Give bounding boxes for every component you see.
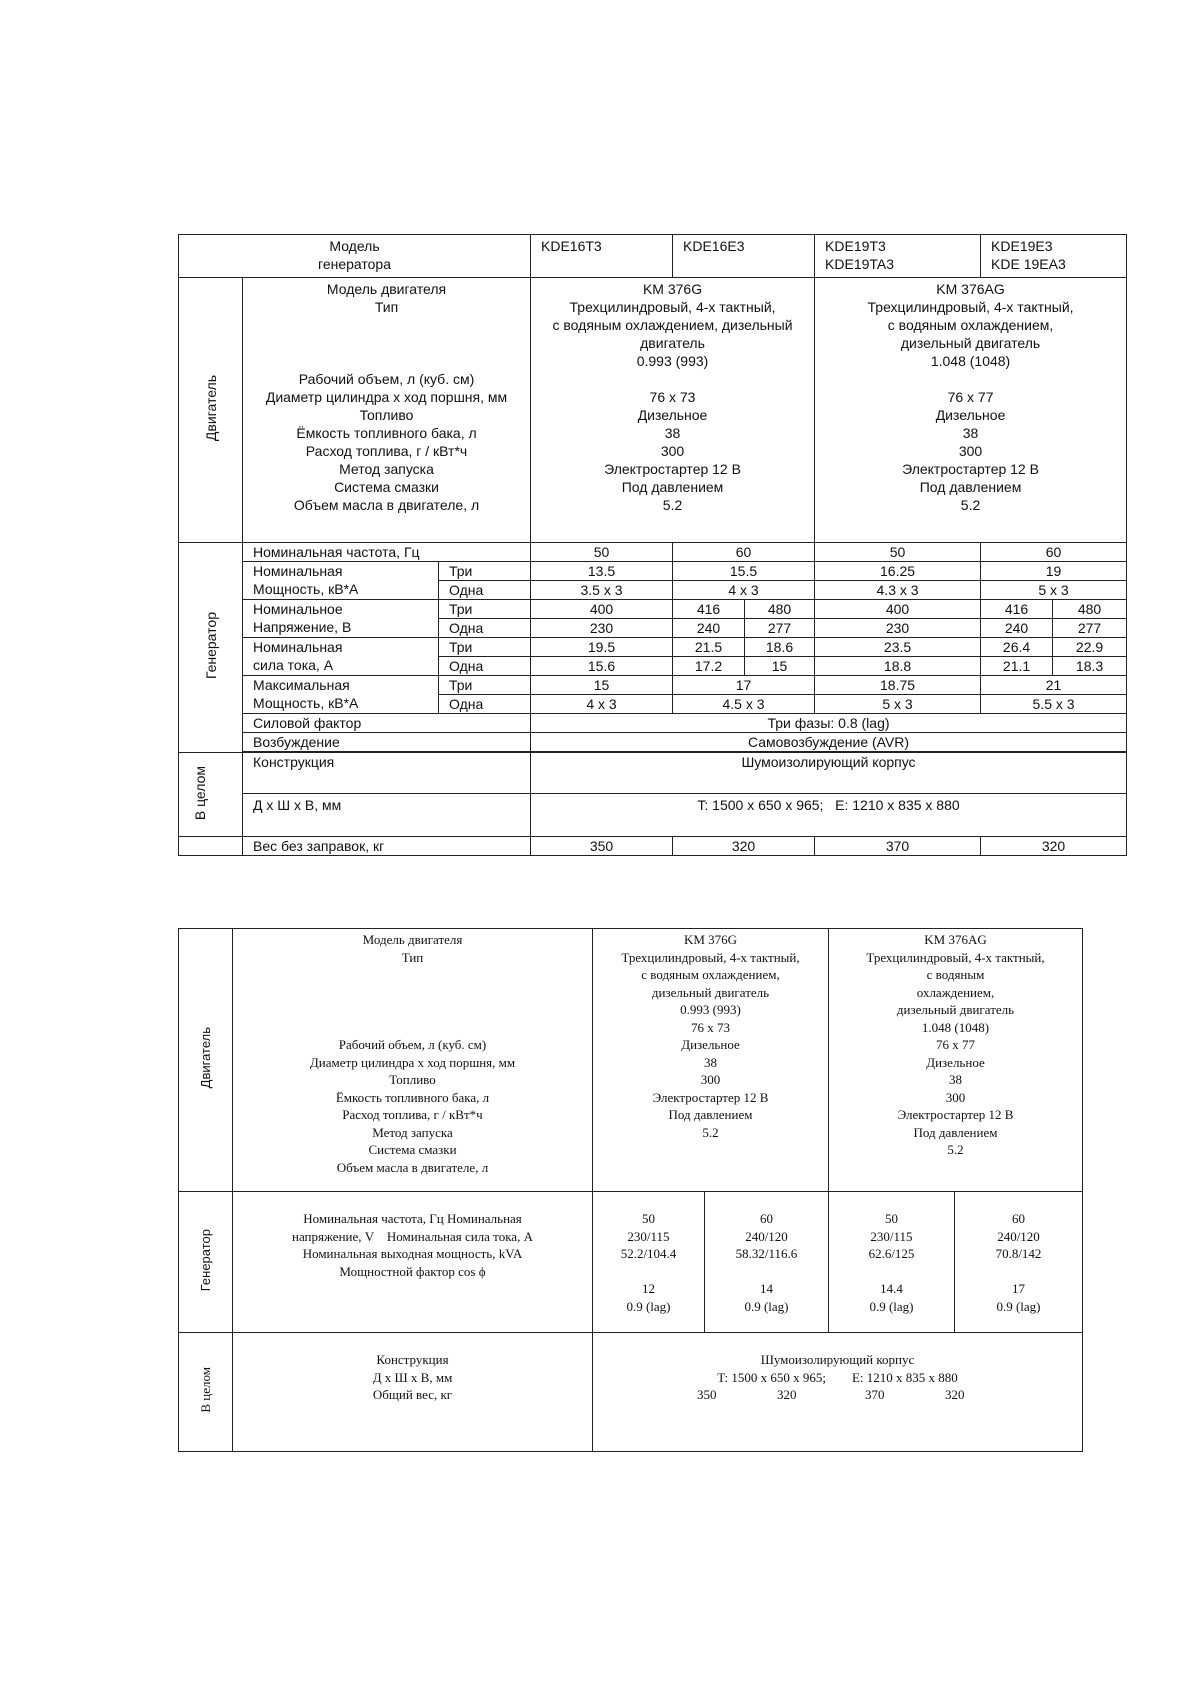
weight-value: 370	[815, 837, 981, 856]
phase-three-label: Три	[439, 600, 531, 619]
max-power-value: 4.5 x 3	[673, 695, 815, 714]
max-power-value: 21	[981, 676, 1127, 695]
voltage-value: 400	[531, 600, 673, 619]
voltage-label: Номинальное Напряжение, В	[243, 600, 439, 638]
construction-value: Шумоизолирующий корпус	[531, 753, 1127, 794]
power-value: 16.25	[815, 562, 981, 581]
current-value: 21.1	[981, 657, 1053, 676]
t2-generator-labels: Номинальная частота, Гц Номинальная напряжение, V Номинальная сила тока, А Номинальная выходная мощность, kVA Мощностной фактор cos ϕ	[233, 1192, 593, 1333]
freq-value: 50	[531, 543, 673, 562]
dims-value: T: 1500 x 650 x 965; E: 1210 x 835 x 880	[531, 794, 1127, 837]
current-value: 17.2	[673, 657, 745, 676]
weight-value: 320	[981, 837, 1127, 856]
freq-value: 60	[673, 543, 815, 562]
max-power-value: 17	[673, 676, 815, 695]
max-three-row	[179, 676, 1127, 695]
current-value: 15	[745, 657, 815, 676]
current-three-row	[179, 638, 1127, 657]
power-factor-value: Три фазы: 0.8 (lag)	[531, 714, 1127, 733]
power-value: 4 x 3	[673, 581, 815, 600]
power-value: 13.5	[531, 562, 673, 581]
weight-value: 320	[673, 837, 815, 856]
overall-section-label: В целом	[179, 753, 243, 837]
phase-one-label: Одна	[439, 657, 531, 676]
power-value: 19	[981, 562, 1127, 581]
engine-section-label: Двигатель	[179, 278, 243, 543]
t2-engine-section-label: Двигатель	[179, 929, 233, 1192]
engine-km376g: KM 376G Трехцилиндровый, 4-х тактный, с водяным охлаждением, дизельный двигатель 0.993 (993) 76 x 73 Дизельное 38 300 Электростартер 12 В Под давлением 5.2	[531, 278, 815, 543]
weight-value: 350	[531, 837, 673, 856]
construction-label: Конструкция	[243, 753, 531, 794]
t2-gen-col-2: 60 240/120 58.32/116.6 14 0.9 (lag)	[705, 1192, 829, 1333]
t2-weights: 350 320 370 320	[697, 1387, 965, 1402]
t2-engine-km376ag: KM 376AG Трехцилиндровый, 4-х тактный, с водяным охлаждением, дизельный двигатель 1.048 (1048) 76 x 77 Дизельное 38 300 Электростартер 12 В Под давлением 5.2	[829, 929, 1083, 1192]
engine-km376ag: KM 376AG Трехцилиндровый, 4-х тактный, с водяным охлаждением, дизельный двигатель 1.048 (1048) 76 x 77 Дизельное 38 300 Электростартер 12 В Под давлением 5.2	[815, 278, 1127, 543]
current-value: 18.3	[1053, 657, 1127, 676]
engine-labels: Модель двигателя Тип Рабочий объем, л (куб. см) Диаметр цилиндра х ход поршня, мм Топливо Ёмкость топливного бака, л Расход топлива, г / кВт*ч Метод запуска Система смазки Объем масла в двигателе, л	[243, 278, 531, 543]
generator-section-label: Генератор	[179, 543, 243, 753]
t2-engine-km376g: KM 376G Трехцилиндровый, 4-х тактный, с водяным охлаждением, дизельный двигатель 0.993 (993) 76 x 73 Дизельное 38 300 Электростартер 12 В Под давлением 5.2	[593, 929, 829, 1192]
t2-overall-labels: Конструкция Д x Ш x В, мм Общий вес, кг	[233, 1333, 593, 1452]
current-label: Номинальная сила тока, А	[243, 638, 439, 676]
voltage-three-row	[179, 600, 1127, 619]
t2-generator-row	[179, 1192, 1083, 1333]
phase-one-label: Одна	[439, 695, 531, 714]
excitation-row	[179, 733, 1127, 752]
model-header-row	[179, 235, 1127, 278]
model-header-cell: Модель генератора	[179, 235, 531, 278]
power-value: 4.3 x 3	[815, 581, 981, 600]
construction-row	[179, 753, 1127, 794]
dims-label: Д x Ш x В, мм	[243, 794, 531, 837]
max-power-value: 5.5 x 3	[981, 695, 1127, 714]
power-label: Номинальная Мощность, кВ*А	[243, 562, 439, 600]
spec-table-2	[178, 928, 1083, 1452]
voltage-value: 277	[1053, 619, 1127, 638]
max-power-value: 4 x 3	[531, 695, 673, 714]
phase-three-label: Три	[439, 638, 531, 657]
t2-gen-col-3: 50 230/115 62.6/125 14.4 0.9 (lag)	[829, 1192, 955, 1333]
voltage-value: 480	[745, 600, 815, 619]
model-kde19e3: KDE19E3 KDE 19EA3	[981, 235, 1127, 278]
power-value: 3.5 x 3	[531, 581, 673, 600]
freq-value: 50	[815, 543, 981, 562]
engine-row	[179, 278, 1127, 543]
spec-table-1	[178, 234, 1127, 856]
model-kde16e3: KDE16E3	[673, 235, 815, 278]
excitation-value: Самовозбуждение (AVR)	[531, 733, 1127, 752]
freq-value: 60	[981, 543, 1127, 562]
max-power-label: Максимальная Мощность, кВ*А	[243, 676, 439, 714]
max-power-value: 18.75	[815, 676, 981, 695]
power-factor-label: Силовой фактор	[243, 714, 531, 733]
max-power-value: 5 x 3	[815, 695, 981, 714]
model-kde16t3: KDE16T3	[531, 235, 673, 278]
dims-row	[179, 794, 1127, 837]
voltage-value: 240	[981, 619, 1053, 638]
current-value: 18.6	[745, 638, 815, 657]
t2-generator-section-label: Генератор	[179, 1192, 233, 1333]
voltage-value: 400	[815, 600, 981, 619]
current-value: 22.9	[1053, 638, 1127, 657]
power-value: 5 x 3	[981, 581, 1127, 600]
voltage-value: 277	[745, 619, 815, 638]
power-three-row	[179, 562, 1127, 581]
phase-three-label: Три	[439, 562, 531, 581]
voltage-value: 416	[981, 600, 1053, 619]
voltage-value: 230	[815, 619, 981, 638]
power-value: 15.5	[673, 562, 815, 581]
voltage-value: 480	[1053, 600, 1127, 619]
t2-engine-labels: Модель двигателя Тип Рабочий объем, л (куб. см) Диаметр цилиндра х ход поршня, мм Топливо Ёмкость топливного бака, л Расход топлива, г / кВт*ч Метод запуска Система смазки Объем масла в двигателе, л	[233, 929, 593, 1192]
voltage-value: 240	[673, 619, 745, 638]
power-factor-row	[179, 714, 1127, 733]
current-value: 23.5	[815, 638, 981, 657]
t2-gen-col-4: 60 240/120 70.8/142 17 0.9 (lag)	[955, 1192, 1083, 1333]
t2-overall-section-label: В целом	[179, 1333, 233, 1452]
current-value: 19.5	[531, 638, 673, 657]
phase-three-label: Три	[439, 676, 531, 695]
weight-row	[179, 837, 1127, 856]
t2-overall-values: Шумоизолирующий корпус T: 1500 x 650 x 965; E: 1210 x 835 x 880 350 320 370 320	[593, 1333, 1083, 1452]
current-value: 21.5	[673, 638, 745, 657]
phase-one-label: Одна	[439, 581, 531, 600]
freq-row	[179, 543, 1127, 562]
t2-overall-row	[179, 1333, 1083, 1452]
voltage-value: 416	[673, 600, 745, 619]
excitation-label: Возбуждение	[243, 733, 531, 752]
voltage-value: 230	[531, 619, 673, 638]
model-kde19t3: KDE19T3 KDE19TA3	[815, 235, 981, 278]
max-power-value: 15	[531, 676, 673, 695]
current-value: 18.8	[815, 657, 981, 676]
current-value: 26.4	[981, 638, 1053, 657]
t2-engine-row	[179, 929, 1083, 1192]
weight-label: Вес без заправок, кг	[243, 837, 531, 856]
t2-gen-col-1: 50 230/115 52.2/104.4 12 0.9 (lag)	[593, 1192, 705, 1333]
freq-label: Номинальная частота, Гц	[243, 543, 531, 562]
current-value: 15.6	[531, 657, 673, 676]
phase-one-label: Одна	[439, 619, 531, 638]
